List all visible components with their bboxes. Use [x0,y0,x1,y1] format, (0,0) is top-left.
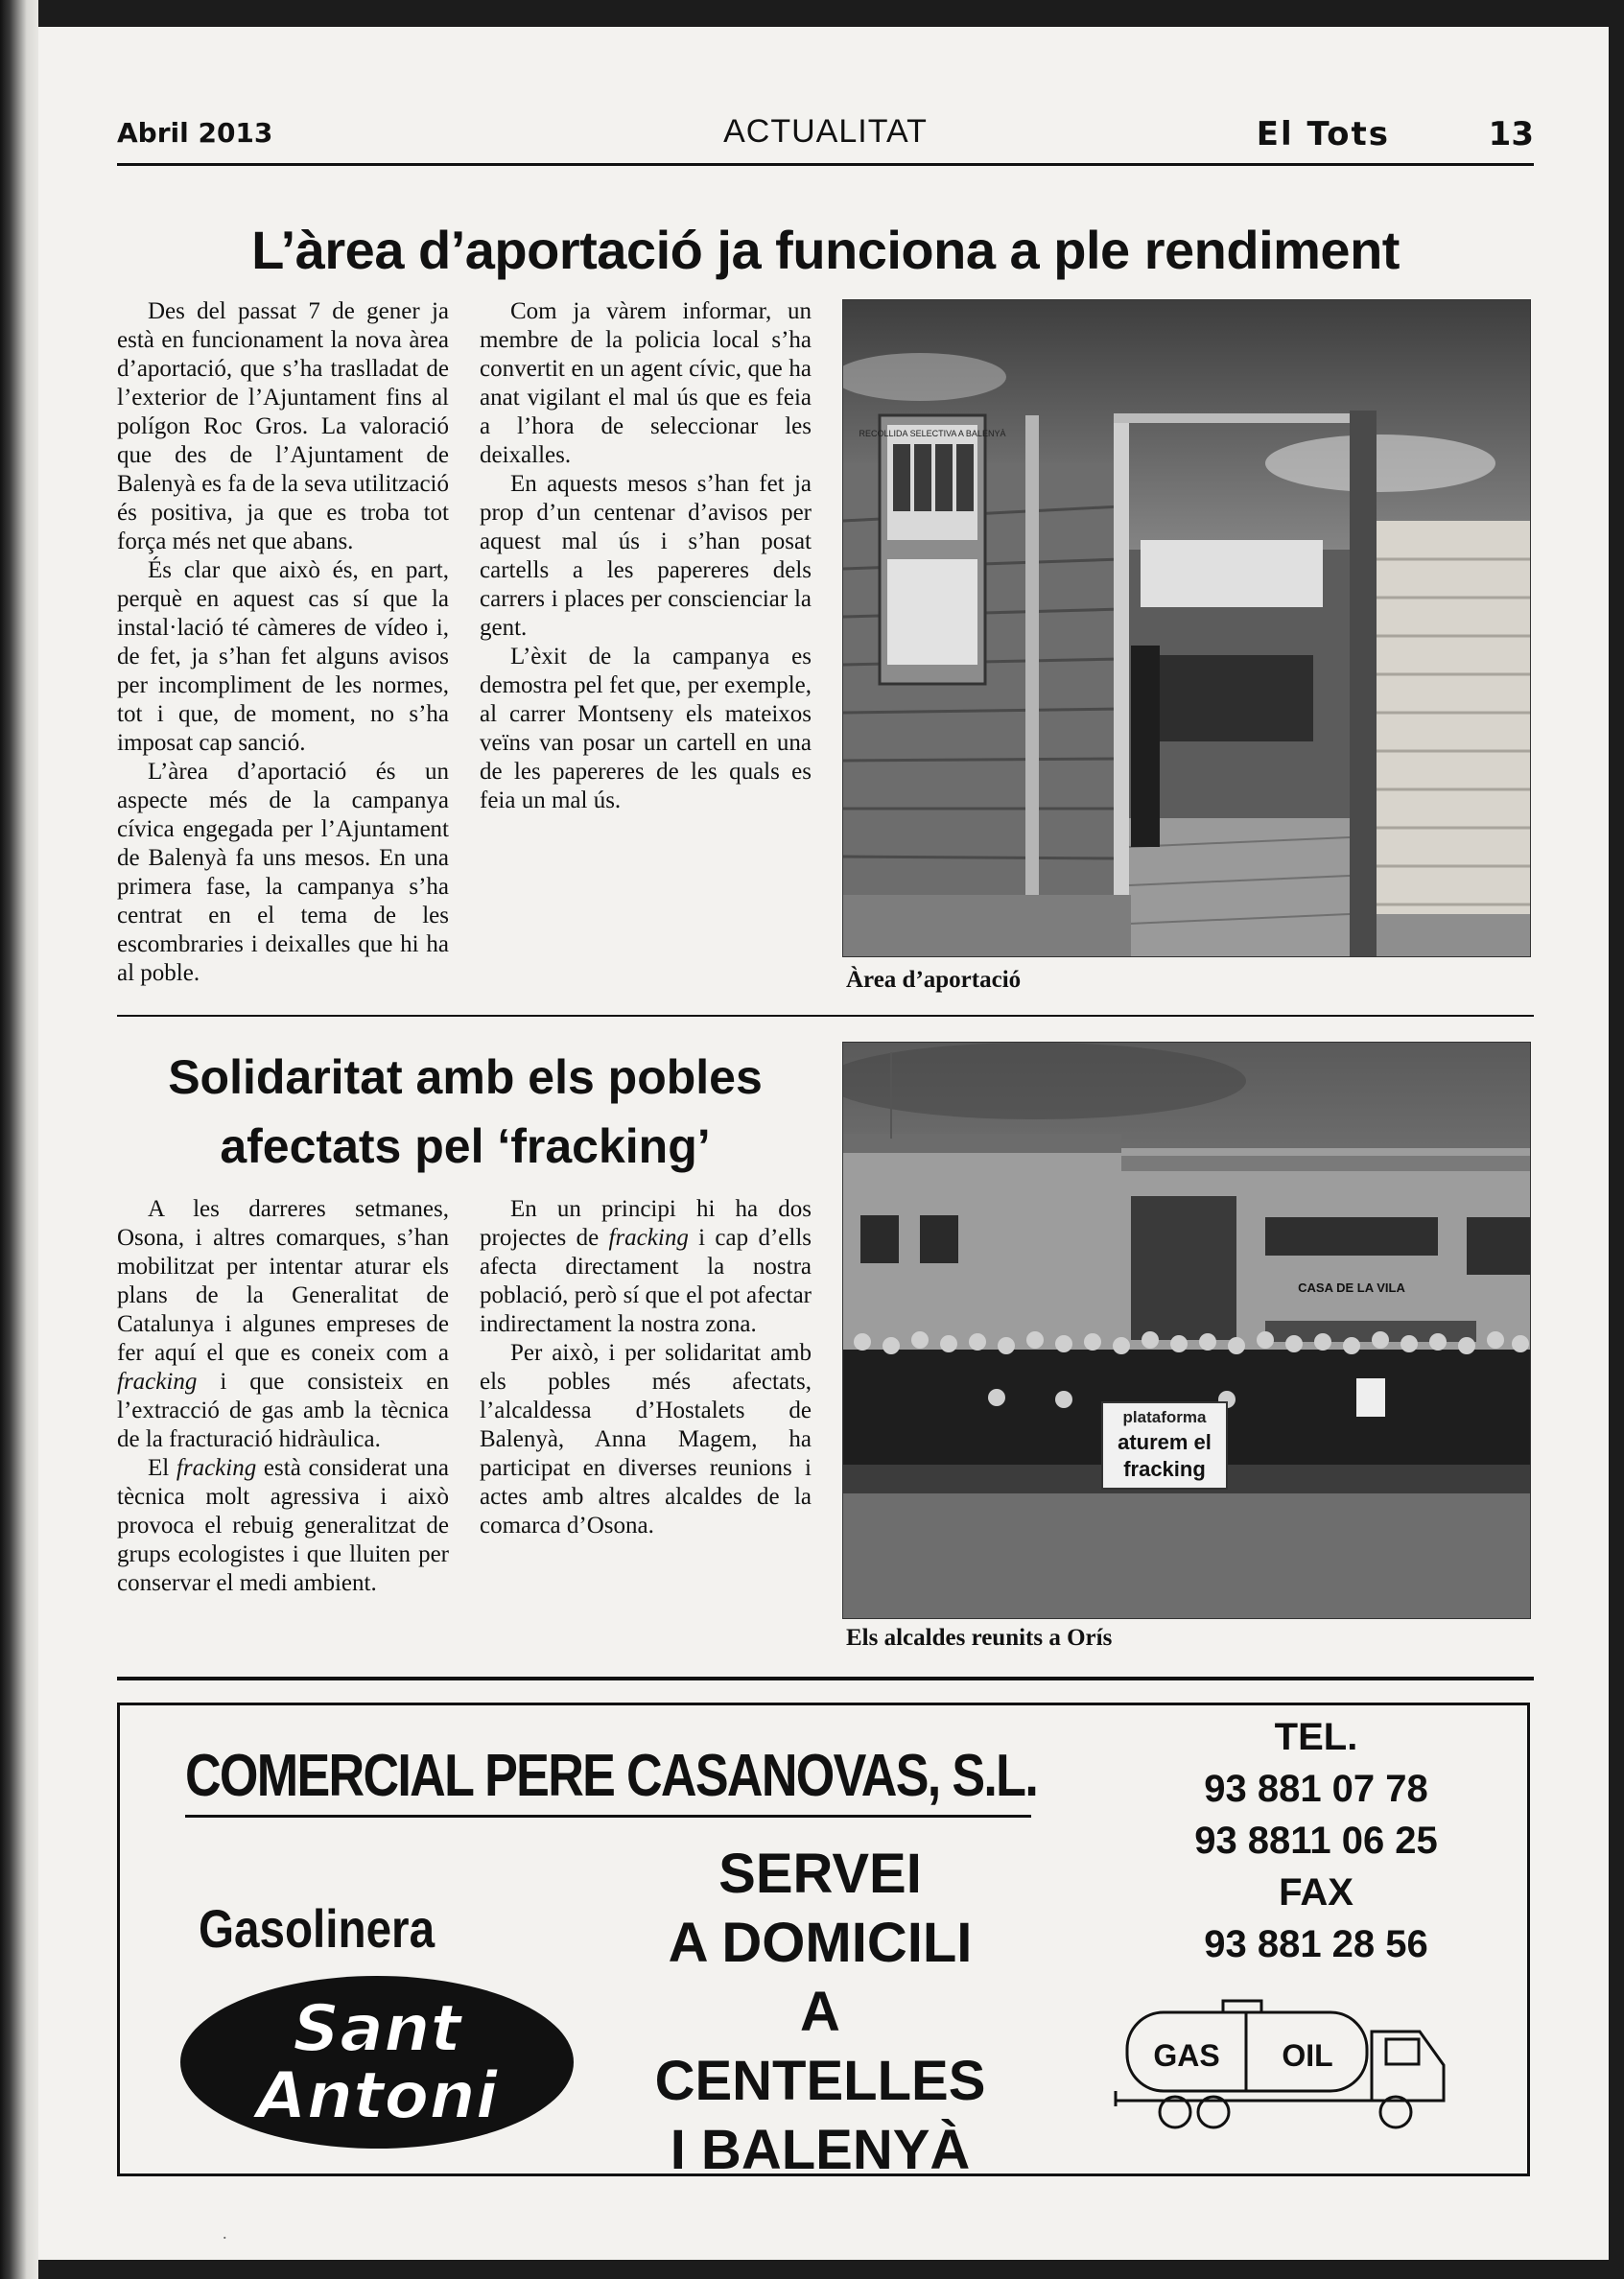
banner-line2: aturem el [1118,1430,1212,1454]
phone-number: 93 881 07 78 [1204,1768,1428,1810]
ad-gas-station-label: Gasolinera [199,1898,435,1959]
paragraph: Des del passat 7 de gener ja està en funcionament la nova àrea d’aportació, que s’ha traslladat de l’exterior de l’Ajuntament fins al polígon Roc Gros. La valoració que des de l’Ajuntament de Balenyà es fa de la seva utilització és positiva, ja que es troba tot força més net que abans. [117,298,449,554]
building-sign: CASA DE LA VILA [1298,1280,1405,1295]
tel-label: TEL. [1274,1716,1358,1758]
logo-line1: Sant [293,1991,461,2067]
page-number: 13 [1488,115,1534,153]
recycling-area-illustration [843,300,1530,956]
service-line: A DOMICILI [668,1912,973,1974]
paragraph: A les darreres setmanes, Osona, i altres comarques, s’han mobilitzat per intentar aturar els plans de la Generalitat de Catalunya i algunes empreses de fer aquí el que es coneix com a fracking i que consisteix en l’extracció de gas amb la tècnica de la fracturació hidràulica. [117,1196,449,1452]
truck-label-oil: OIL [1282,2038,1333,2073]
paragraph: En un principi hi ha dos projectes de fracking i cap d’ells afecta directament la nostra població, però sí que el pot afectar indirectament la nostra zona. [480,1196,812,1337]
service-line: SERVEI [718,1843,922,1905]
phone-number: 93 8811 06 25 [1194,1820,1438,1862]
service-line: I BALENYÀ [670,2119,971,2181]
paragraph: Com ja vàrem informar, un membre de la policia local s’ha convertit en un agent cívic, que ha anat vigilant el mal ús que es feia a l’hora de seleccionar les deixalles. [480,298,812,468]
page-dot: . [223,2223,227,2243]
sant-antoni-logo [176,1972,578,2154]
article1-column-2 [480,297,812,815]
section-divider [117,1015,1534,1017]
paragraph: El fracking està considerat una tècnica molt agressiva i això provoca el rebuig generalitzat de grups ecologistes i que lluiten per conservar el medi ambient. [117,1455,449,1596]
publication-name: El Tots [1256,115,1390,153]
fax-number: 93 881 28 56 [1204,1923,1428,1965]
photo-sign-text: RECOLLIDA SELECTIVA A BALENYÀ [859,429,1006,438]
ad-contact [1153,1711,1479,1970]
article1-photo-caption: Àrea d’aportació [846,967,1022,993]
recycling-area-photo [842,299,1531,957]
ad-divider-thick [117,1677,1534,1680]
mayors-group-photo [842,1042,1531,1619]
article2-column-2 [480,1195,812,1540]
article1-headline: L’àrea d’aportació ja funciona a ple rendiment [251,220,1400,280]
ad-service-text [638,1840,1002,2185]
paragraph: Per això, i per solidaritat amb els pobles més afectats, l’alcaldessa d’Hostalets de Balenyà, Anna Magem, ha participat en diverses reunions i actes amb altres alcaldes de la comarca d’Osona. [480,1340,812,1539]
article2-column-1 [117,1195,449,1598]
paragraph: En aquests mesos s’han fet ja prop d’un centenar d’avisos per aquest mal ús i s’han posat cartells a les papereres dels carrers i places per conscienciar la gent. [480,471,812,641]
truck-label-gas: GAS [1153,2038,1220,2073]
mayors-group-illustration [843,1043,1530,1618]
advertisement-box [117,1703,1530,2181]
page-header [117,113,1534,161]
logo-line2: Antoni [256,2058,498,2134]
article1-column-1 [117,297,449,758]
tanker-truck-icon [1108,1993,1472,2137]
fax-label: FAX [1279,1871,1353,1914]
paragraph: L’èxit de la campanya es demostra pel fet que, per exemple, al carrer Montseny els mateixos veïns van posar un cartell en una de les papereres de les quals es feia un mal ús. [480,644,812,813]
ad-company-name: COMERCIAL PERE CASANOVAS, S.L. [185,1743,1038,1809]
article2-headline-line1: Solidaritat amb els pobles [168,1050,763,1104]
banner-line1: plataforma [1122,1408,1207,1426]
banner-line3: fracking [1123,1457,1206,1481]
article2-photo-caption: Els alcaldes reunits a Orís [846,1625,1113,1651]
issue-date: Abril 2013 [117,117,273,149]
article2-headline-line2: afectats pel ‘fracking’ [220,1119,711,1173]
service-line: A CENTELLES [654,1981,986,2112]
section-title: ACTUALITAT [723,113,928,150]
header-rule [117,163,1534,166]
ad-company-underline [185,1815,1031,1818]
paragraph: És clar que això és, en part, perquè en aquest cas sí que la instal·lació té càmeres de vídeo i, de fet, ja s’han fet alguns avisos per incompliment de les normes, tot i que, de moment, no s’ha imposat cap sanció. [117,557,449,756]
page-spine [0,0,38,2279]
